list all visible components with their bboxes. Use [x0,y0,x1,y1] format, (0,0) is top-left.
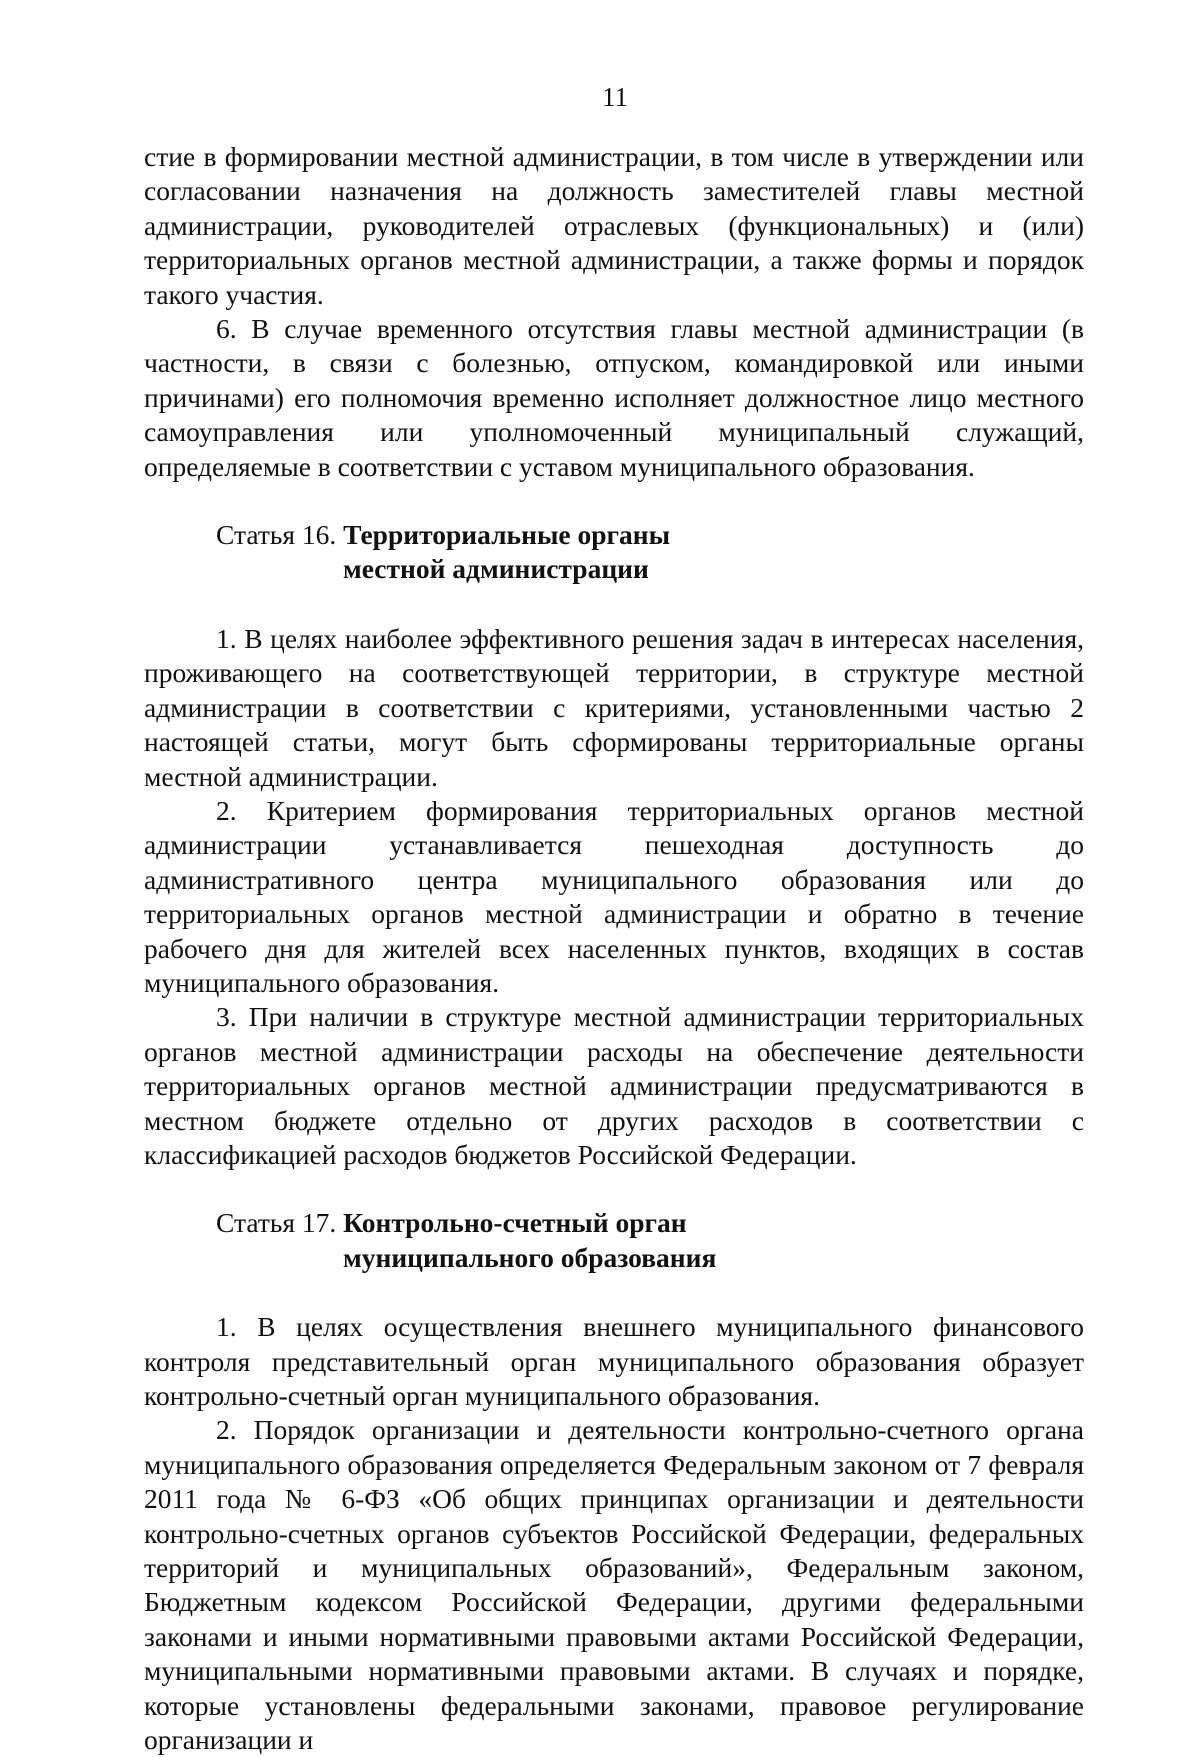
article-number: Статья 16. [216,519,344,551]
article-title-line2: местной администрации [343,553,649,585]
paragraph: 6. В случае временного отсутствия главы местной администрации (в частности, в связи с болезнью, отпуском, командировкой или иными причинами) его полномочия временно исполняет должностное лицо местного самоуправления или уполномоченный муниципальный служащий, определяемые в соответствии с уставом муниципального образования. [144,313,1084,482]
paragraph: 1. В целях наиболее эффективного решения задач в интересах населения, проживающего на соответствующей территории, в структуре местной администрации в соответствии с критериями, установленными частью 2 настоящей статьи, могут быть сформированы территориальные органы местной администрации. [144,622,1084,792]
article-title-line2: муниципального образования [343,1241,717,1273]
paragraph: стие в формировании местной администрации, в том числе в утверждении или согласовании назначения на должность заместителей главы местной администрации, руководителей отраслевых (функциональных) и (или) территориальных органов местной администрации, а также формы и порядок такого участия. [144,141,1084,310]
paragraph: 3. При наличии в структуре местной администрации территориальных органов местной администрации расходы на обеспечение деятельности территориальных органов местной администрации предусматриваются в местном бюджете отдельно от других расходов в соответствии с классификацией расходов бюджетов Российской Федерации. [144,1001,1084,1170]
paragraph: 2. Критерием формирования территориальных органов местной администрации устанавливается пешеходная доступность до административного центра муниципального образования или до территориальных органов местной администрации и обратно в течение рабочего дня для жителей всех населенных пунктов, входящих в состав муниципального образования. [144,794,1084,998]
article-number: Статья 17. [216,1207,344,1239]
page-number: 11 [602,82,628,112]
article-title-line1: Территориальные органы [343,519,671,551]
article-title-line1: Контрольно-счетный орган [343,1207,687,1239]
article-heading [144,1206,1084,1275]
paragraph: 1. В целях осуществления внешнего муниципального финансового контроля представительный орган муниципального образования образует контрольно-счетный орган муниципального образования. [144,1311,1084,1411]
article-heading [144,518,1084,587]
document-body [144,140,1084,1757]
paragraph: 2. Порядок организации и деятельности контрольно-счетного органа муниципального образования определяется Федеральным законом от 7 февраля 2011 года № 6-ФЗ «Об общих принципах организации и деятельности контрольно-счетных органов субъектов Российской Федерации, федеральных территорий и муниципальных образований», Федеральным законом, Бюджетным кодексом Российской Федерации, другими федеральными законами и иными нормативными правовыми актами Российской Федерации, муниципальными нормативными правовыми актами. В случаях и порядке, которые установлены федеральными законами, правовое регулирование организации и [144,1414,1084,1756]
